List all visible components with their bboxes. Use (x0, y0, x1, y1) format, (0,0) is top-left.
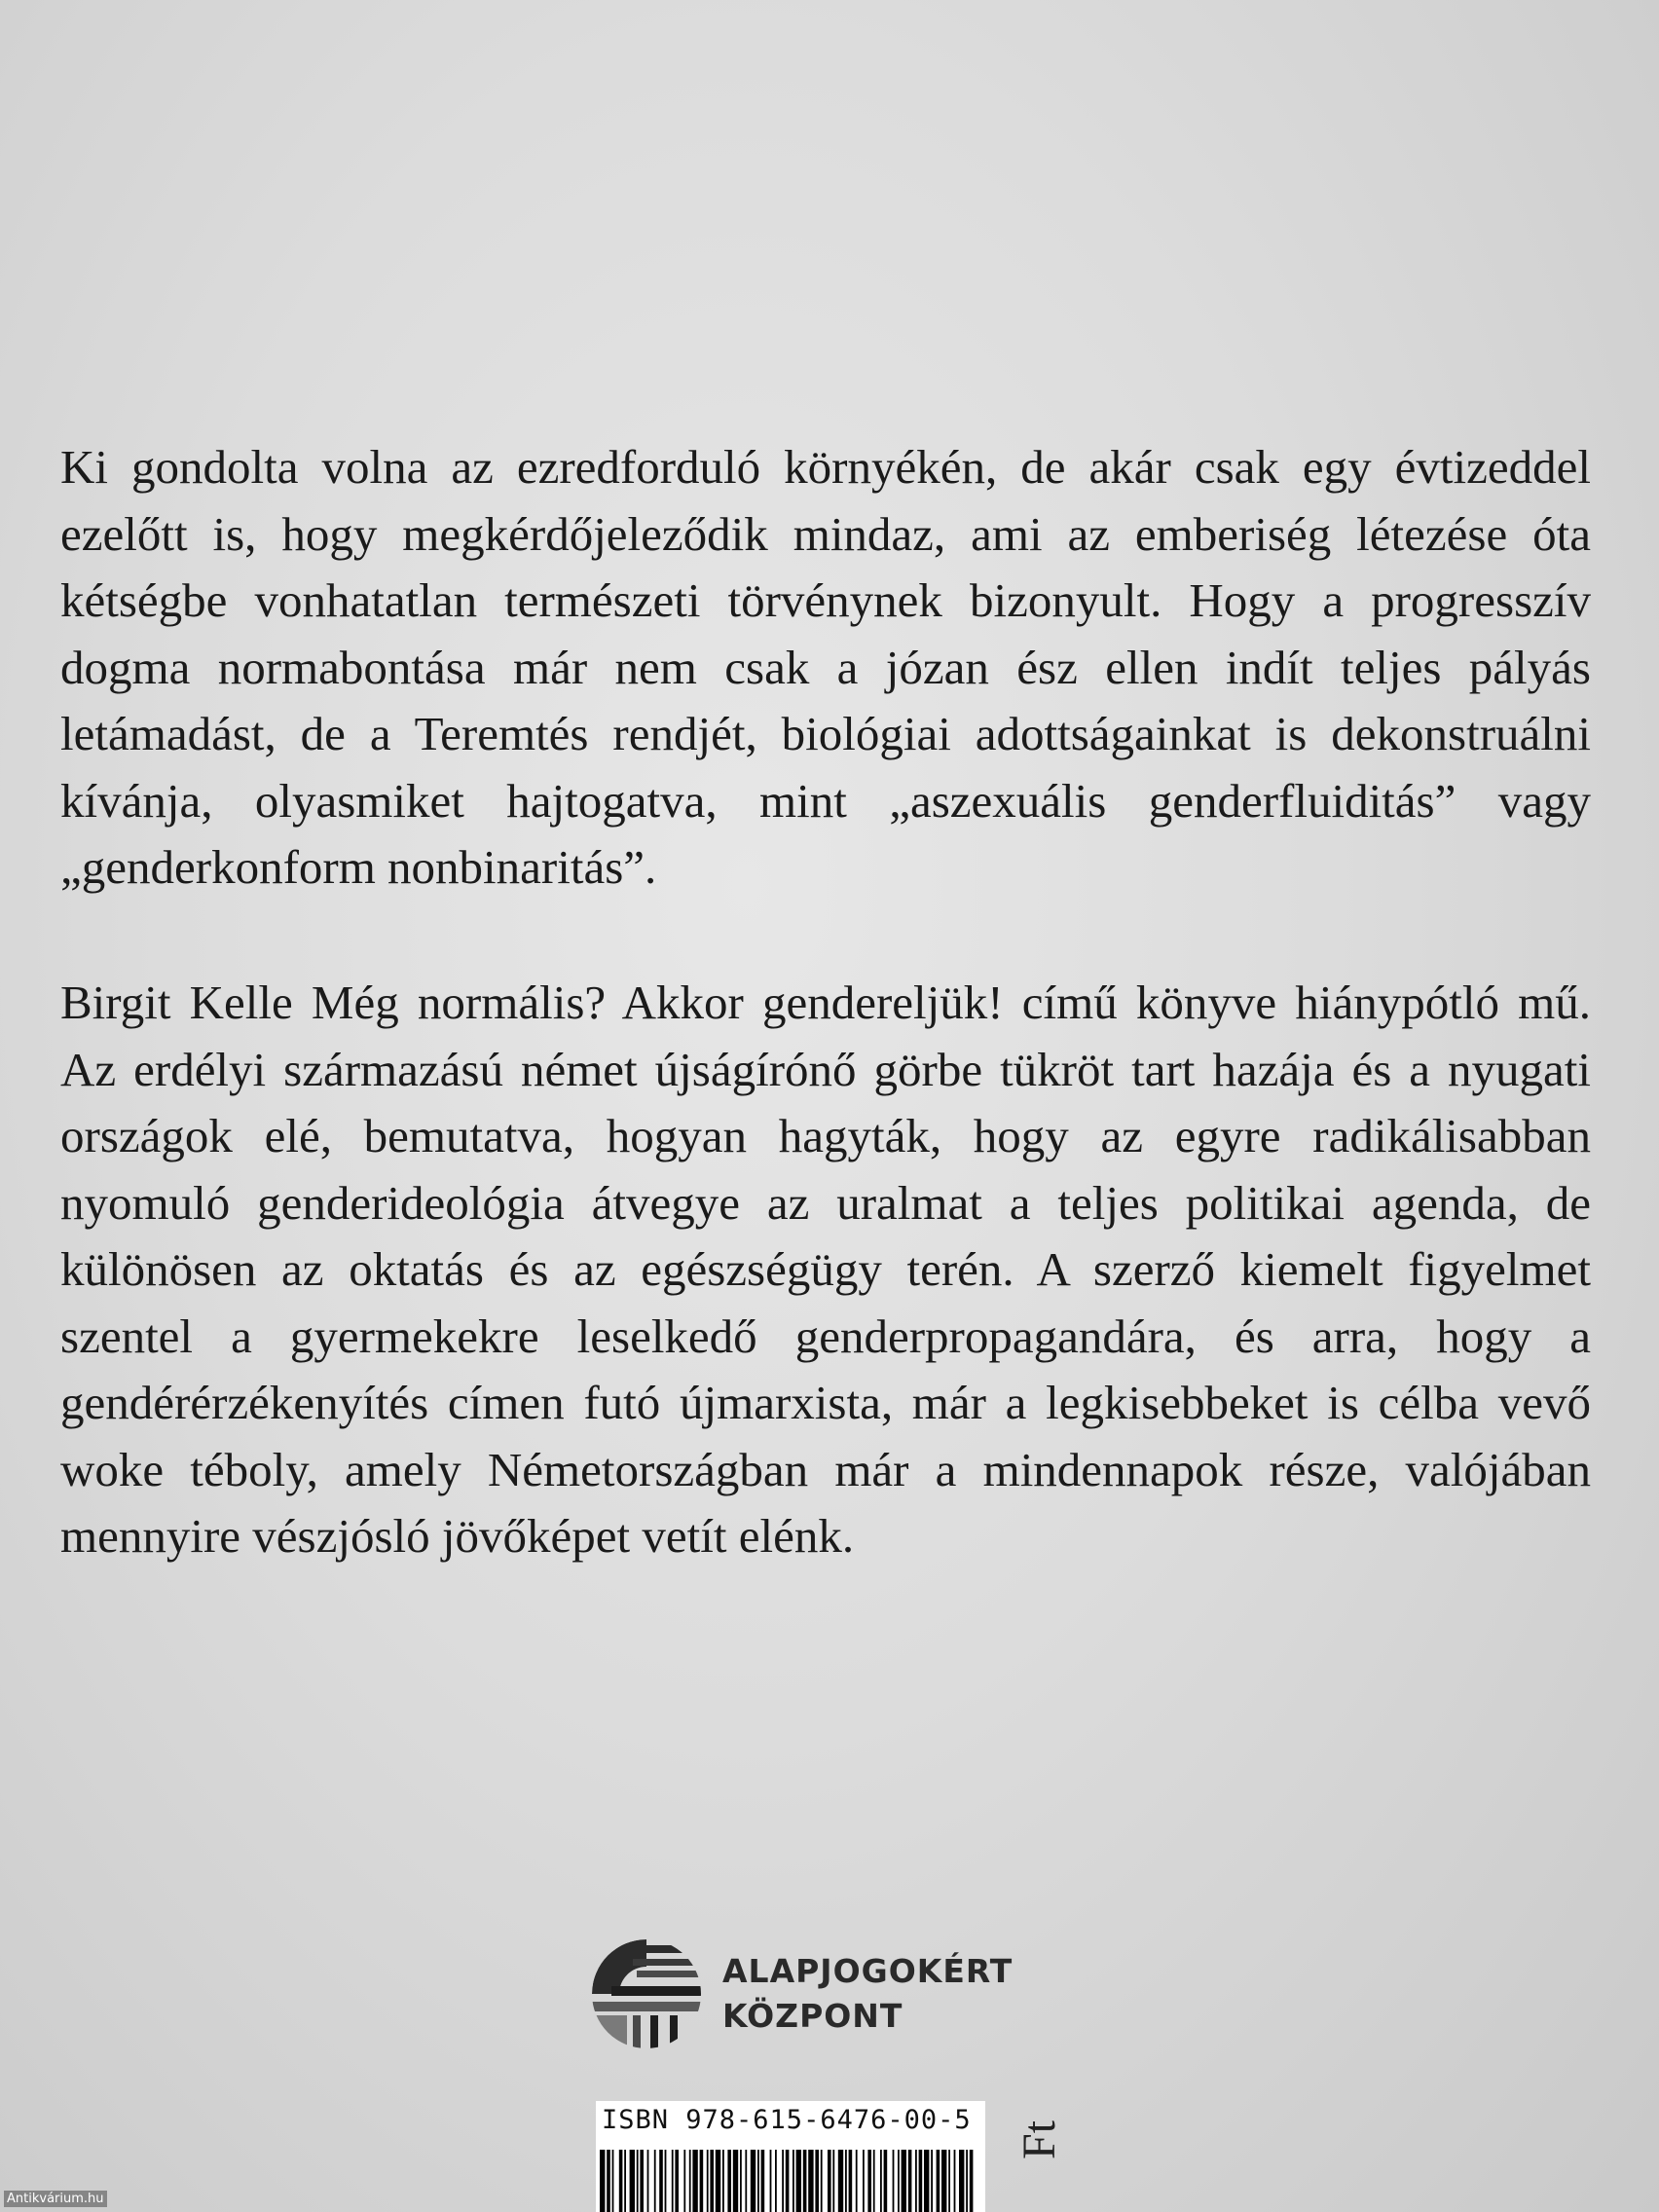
watermark: Antikvárium.hu (4, 2191, 107, 2207)
publisher-name-line1: ALAPJOGOKÉRT (722, 1952, 1014, 1990)
description-paragraph-1: Ki gondolta volna az ezredforduló környékén, de akár csak egy évtizeddel ezelőtt is, hogy megkérdőjeleződik mindaz, ami az emberiség létezése óta kétségbe vonhatatlan természeti törvénynek bizonyult. Hogy a progresszív dogma normabontása már nem csak a józan ész ellen indít teljes pályás letámadást, de a Teremtés rendjét, biológiai adottságainkat is dekonstruálni kívánja, olyasmiket hajtogatva, mint „aszexuális genderfluiditás” vagy „genderkonform nonbinaritás”. (60, 440, 1591, 894)
barcode-icon (600, 2150, 976, 2212)
publisher-name (722, 1949, 1013, 2039)
publisher-logo (590, 1937, 1013, 2050)
column-arches-logo-icon (590, 1937, 703, 2050)
price-fragment: Ft (1014, 2120, 1065, 2159)
isbn-number: ISBN 978-615-6476-00-5 (602, 2105, 972, 2135)
publisher-name-line2: KÖZPONT (722, 1997, 903, 2035)
description-paragraph-2: Birgit Kelle Még normális? Akkor gendereljük! című könyve hiánypótló mű. Az erdélyi származású német újságírónő görbe tükröt tart hazája és a nyugati országok elé, bemutatva, hogyan hagyták, hogy az egyre radikálisabban nyomuló genderideológia átvegye az uralmat a teljes politikai agenda, de különösen az oktatás és az egészségügy terén. A szerző kiemelt figyelmet szentel a gyermekekre leselkedő genderpropagandára, és arra, hogy a gendérérzékenyítés címen futó újmarxista, már a legkisebbeket is célba vevő woke téboly, amely Németországban már a mindennapok része, valójában mennyire vészjósló jövőképet vetít elénk. (60, 976, 1591, 1563)
isbn-barcode-area (596, 2101, 985, 2212)
